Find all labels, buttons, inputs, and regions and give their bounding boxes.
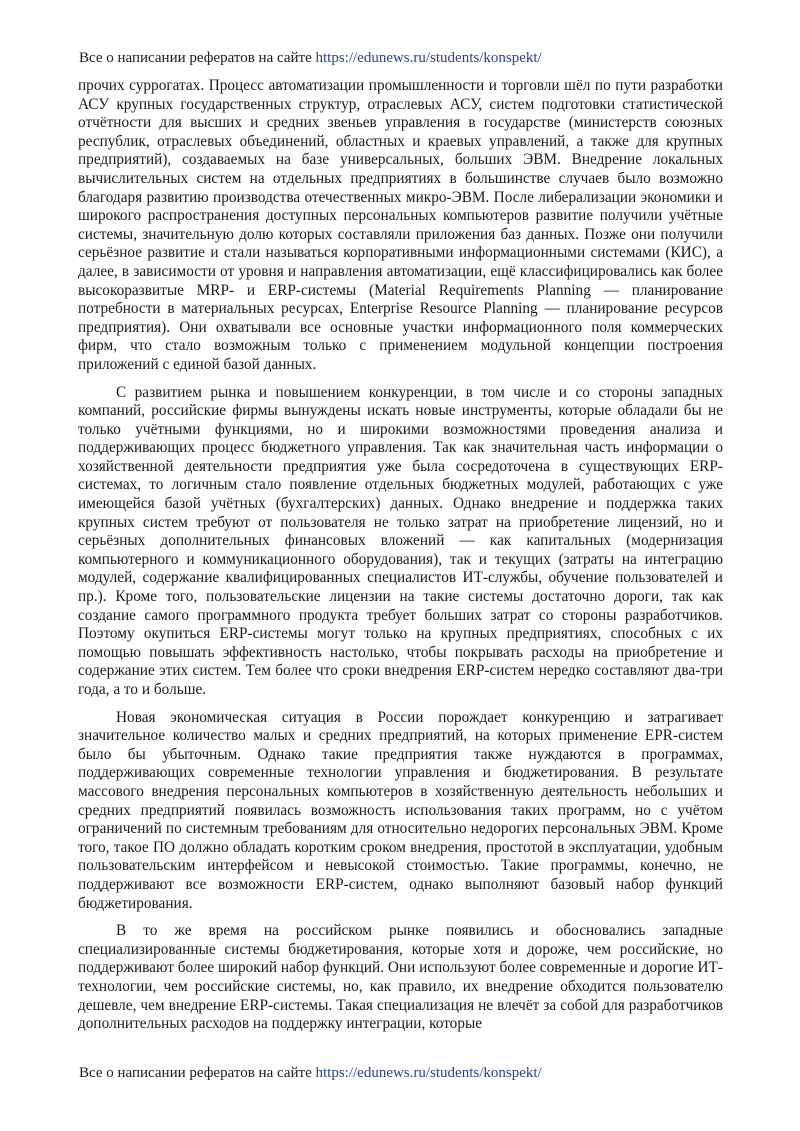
paragraph-4: В то же время на российском рынке появились и обосновались западные специализированные системы бюджетирования, которые хотя и дороже, чем российские, но поддерживают более широкий набор функций. Они используют более современные и дорогие ИТ-технологии, чем российские системы, но, как правило, их внедрение обходится пользователю дешевле, чем внедрение ERP-системы. Такая специализация не влечёт за собой для разработчиков дополнительных расходов на поддержку интеграции, которые bbox=[78, 922, 723, 1033]
header-text: Все о написании рефератов на сайте bbox=[79, 50, 316, 66]
page-footer bbox=[79, 1064, 542, 1082]
footer-text: Все о написании рефератов на сайте bbox=[79, 1065, 316, 1081]
paragraph-1: прочих суррогатах. Процесс автоматизации промышленности и торговли шёл по пути разработки АСУ крупных государственных структур, отраслевых АСУ, систем подготовки статистической отчётности для высших и средних звеньев управления в государстве (министерств союзных республик, отраслевых объединений, областных и краевых управлений, а также для крупных предприятий), создаваемых на базе универсальных, больших ЭВМ. Внедрение локальных вычислительных систем на отдельных предприятиях в большинстве случаев было возможно благодаря развитию производства отечественных микро-ЭВМ. После либерализации экономики и широкого распространения доступных персональных компьютеров развитие получили учётные системы, значительную долю которых составляли приложения баз данных. Позже они получили серьёзное развитие и стали называться корпоративными информационными системами (КИС), а далее, в зависимости от уровня и направления автоматизации, ещё классифицировались как более высокоразвитые MRP- и ERP-системы (Material Requirements Planning — планирование потребности в материальных ресурсах, Enterprise Resource Planning — планирование ресурсов предприятия). Они охватывали все основные участки информационного поля коммерческих фирм, что стало возможным только с применением модульной концепции построения приложений с единой базой данных. bbox=[78, 77, 723, 373]
paragraph-2: С развитием рынка и повышением конкуренции, в том числе и со стороны западных компаний, российские фирмы вынуждены искать новые инструменты, которые обладали бы не только учётными функциями, но и широкими возможностями проведения анализа и поддерживающих процесс бюджетного управления. Так как значительная часть информации о хозяйственной деятельности предприятия уже была сосредоточена в существующих ERP-системах, то логичным стало появление отдельных бюджетных модулей, работающих с уже имеющейся базой учётных (бухгалтерских) данных. Однако внедрение и поддержка таких крупных систем требуют от пользователя не только затрат на приобретение лицензий, но и серьёзных дополнительных финансовых вложений — как капитальных (модернизация компьютерного и коммуникационного оборудования), так и текущих (затраты на интеграцию модулей, содержание квалифицированных специалистов ИТ-службы, обучение пользователей и пр.). Кроме того, пользовательские лицензии на такие системы достаточно дороги, так как создание самого программного продукта требует больших затрат со стороны разработчиков. Поэтому окупиться ERP-системы могут только на крупных предприятиях, способных с их помощью повышать эффективность настолько, чтобы покрывать расходы на приобретение и содержание этих систем. Тем более что сроки внедрения ERP-систем нередко составляют два-три года, а то и больше. bbox=[78, 383, 723, 698]
header-link[interactable]: https://edunews.ru/students/konspekt/ bbox=[315, 50, 542, 66]
paragraph-3: Новая экономическая ситуация в России порождает конкуренцию и затрагивает значительное количество малых и средних предприятий, на которых применение EPR-систем было бы убыточным. Однако такие предприятия также нуждаются в программах, поддерживающих современные технологии управления и бюджетирования. В результате массового внедрения персональных компьютеров в хозяйственную деятельность небольших и средних предприятий появилась возможность использования таких программ, но с учётом ограничений по системным требованиям для относительно недорогих персональных ЭВМ. Кроме того, такое ПО должно обладать коротким сроком внедрения, простотой в эксплуатации, удобным пользовательским интерфейсом и невысокой стоимостью. Такие программы, конечно, не поддерживают все возможности ERP-систем, однако выполняют базовый набор функций бюджетирования. bbox=[78, 708, 723, 912]
footer-link[interactable]: https://edunews.ru/students/konspekt/ bbox=[315, 1065, 542, 1081]
document-body bbox=[78, 77, 723, 1034]
page-header bbox=[79, 49, 542, 67]
